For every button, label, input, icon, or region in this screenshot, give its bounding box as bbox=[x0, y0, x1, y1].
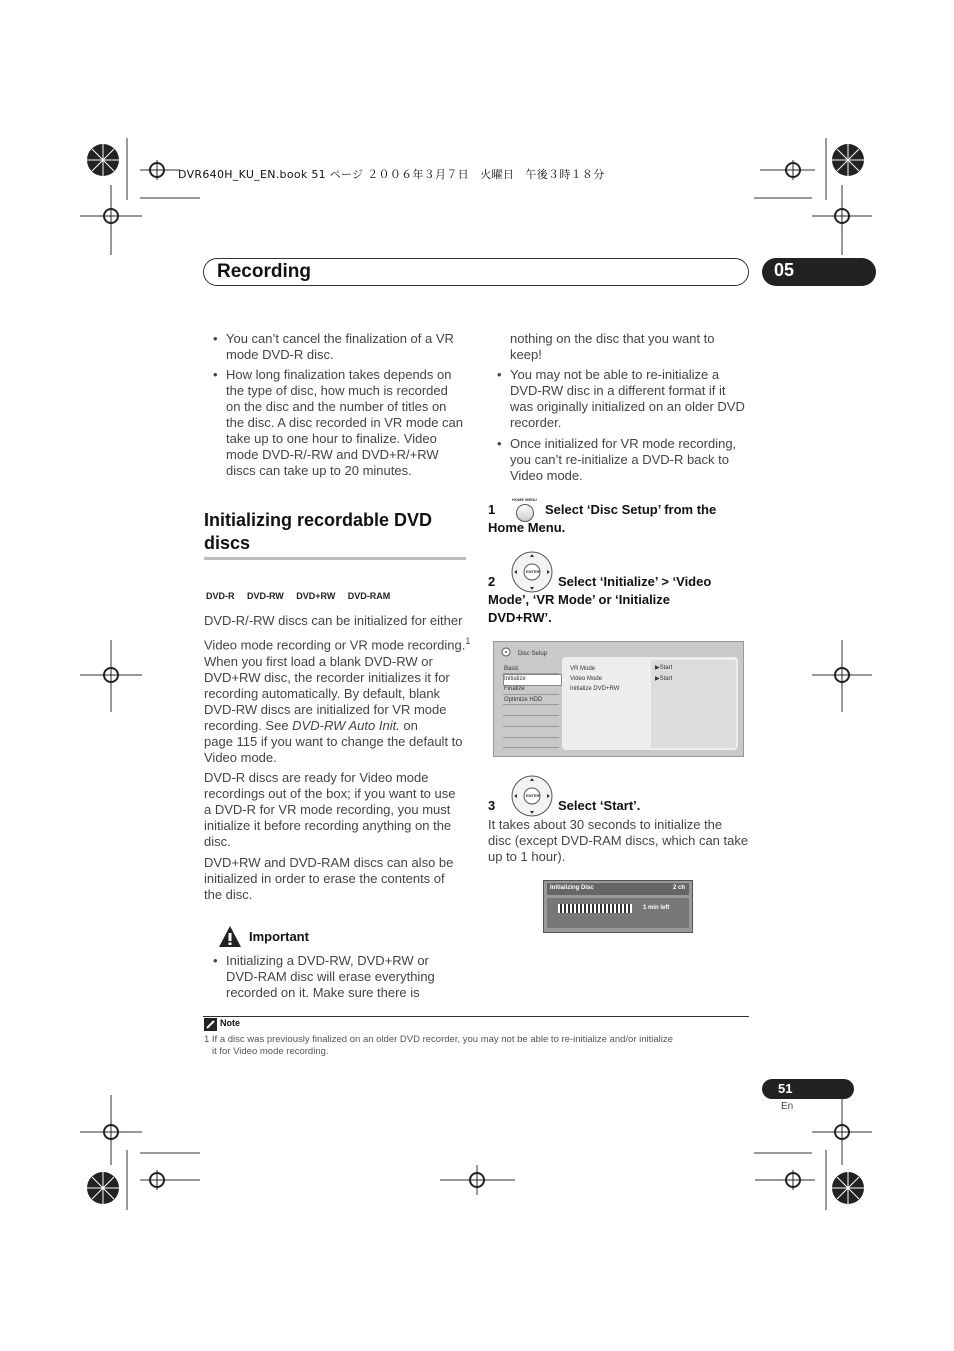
footnote-line: 1 If a disc was previously finalized on an older DVD recorder, you may not be able to re-initialize and/or initialize bbox=[204, 1034, 673, 1045]
text-line: It takes about 30 seconds to initialize the bbox=[488, 817, 723, 832]
osd-divider bbox=[503, 704, 559, 705]
text-line: DVD-R/-RW discs can be initialized for either bbox=[204, 613, 463, 628]
para-dvdrw-ram bbox=[204, 855, 474, 903]
section-header-bar bbox=[203, 258, 749, 286]
osd-option-vr-mode[interactable]: VR Mode bbox=[570, 666, 596, 672]
section-title-line: Initializing recordable DVD bbox=[204, 510, 433, 530]
text-line: recorded on it. Make sure there is bbox=[226, 985, 420, 1000]
text-line: Video mode. bbox=[204, 750, 277, 765]
para-dvd-r bbox=[204, 770, 474, 850]
disc-setup-screen bbox=[493, 641, 744, 757]
right-bullet-2: • Once initialized for VR mode recording, you can’t re-initialize a DVD-R back to Video mode. bbox=[510, 436, 750, 484]
osd-menu-finalize[interactable]: Finalize bbox=[504, 686, 525, 692]
disc-tag: DVD-RW bbox=[246, 591, 284, 601]
step-text: Select ‘Disc Setup’ from the bbox=[545, 502, 717, 517]
osd-option-video-mode[interactable]: Video Mode bbox=[570, 676, 602, 682]
home-menu-label: HOME MENU bbox=[512, 497, 537, 502]
osd-divider bbox=[503, 694, 559, 695]
text-line: recorder. bbox=[510, 415, 562, 430]
progress-channel: 2 ch bbox=[672, 885, 685, 891]
text-line: discs can take up to 20 minutes. bbox=[226, 463, 412, 478]
page-language: En bbox=[781, 1101, 794, 1112]
text-line: take up to one hour to finalize. Video bbox=[226, 431, 437, 446]
step-text: Home Menu. bbox=[488, 520, 566, 535]
footnote-line: it for Video mode recording. bbox=[212, 1046, 329, 1057]
osd-divider bbox=[503, 737, 559, 738]
text-line: Video mode. bbox=[510, 468, 583, 483]
text-line: DVD-RW disc in a different format if it bbox=[510, 383, 726, 398]
step-text: DVD+RW’. bbox=[488, 610, 552, 625]
text-line: Once initialized for VR mode recording, bbox=[510, 436, 737, 451]
page-number: 51 bbox=[778, 1081, 793, 1096]
text-line: initialized in order to erase the contents of bbox=[204, 871, 445, 886]
osd-menu-basic[interactable]: Basic bbox=[504, 666, 519, 672]
step-1 bbox=[488, 501, 753, 537]
text-span: on bbox=[399, 718, 418, 733]
text-span: recording. See bbox=[204, 718, 293, 733]
important-label: Important bbox=[249, 929, 309, 944]
right-bullet-1: • You may not be able to re-initialize a DVD-RW disc in a different format if it was originally initialized on an older DVD recorder. bbox=[510, 367, 750, 431]
osd-menu-initialize[interactable]: Initialize bbox=[504, 676, 526, 682]
disc-tags bbox=[206, 586, 398, 604]
left-bullet-1: • You can’t cancel the finalization of a VR mode DVD-R disc. bbox=[226, 331, 466, 363]
section-header-title: Recording bbox=[217, 261, 311, 282]
chapter-badge bbox=[762, 258, 876, 286]
warning-icon bbox=[218, 925, 242, 949]
text-line: recording automatically. By default, blank bbox=[204, 686, 441, 701]
note-pencil-icon bbox=[204, 1018, 217, 1031]
text-line: you can’t re-initialize a DVD-R back to bbox=[510, 452, 729, 467]
note-divider bbox=[203, 1016, 749, 1017]
enter-label: ENTER bbox=[526, 569, 540, 574]
section-divider bbox=[204, 557, 466, 560]
disc-tag: DVD-RAM bbox=[347, 591, 391, 601]
play-arrow-icon: ▶ bbox=[655, 676, 660, 682]
text-line: How long finalization takes depends on bbox=[226, 367, 452, 382]
osd-action-column bbox=[651, 660, 736, 748]
progress-remaining: 1 min left bbox=[643, 905, 670, 911]
progress-bar bbox=[558, 904, 632, 913]
disc-icon bbox=[501, 647, 511, 657]
osd-divider bbox=[503, 726, 559, 727]
text-line: page 115 if you want to change the default to bbox=[204, 734, 463, 749]
step-number: 3 bbox=[488, 798, 496, 813]
text-line: on the disc and the number of titles on bbox=[226, 399, 447, 414]
text-line: disc. bbox=[204, 834, 231, 849]
step-number: 1 bbox=[488, 502, 496, 517]
play-arrow-icon: ▶ bbox=[655, 665, 660, 671]
step-text: Select ‘Initialize’ > ‘Video bbox=[558, 574, 712, 589]
disc-tag: DVD+RW bbox=[296, 591, 336, 601]
osd-divider bbox=[503, 673, 559, 674]
text-line: the type of disc, how much is recorded bbox=[226, 383, 448, 398]
text-line: a DVD-R for VR mode recording, you must bbox=[204, 802, 451, 817]
text-line: was originally initialized on an older DVD bbox=[510, 399, 745, 414]
print-header: DVR640H_KU_EN.book 51 ページ ２００６年３月７日 火曜日 午後３時１８分 bbox=[178, 168, 605, 181]
text-line: recordings out of the box; if you want to use bbox=[204, 786, 456, 801]
step-number: 2 bbox=[488, 574, 496, 589]
text-line: the disc. A disc recorded in VR mode can bbox=[226, 415, 464, 430]
step-text: Mode’, ‘VR Mode’ or ‘Initialize bbox=[488, 592, 671, 607]
text-line: keep! bbox=[510, 347, 542, 362]
text-line: DVD+RW and DVD-RAM discs can also be bbox=[204, 855, 454, 870]
text-line: DVD-R discs are ready for Video mode bbox=[204, 770, 429, 785]
progress-title-bar bbox=[547, 883, 689, 895]
step-3-description bbox=[488, 817, 753, 865]
osd-start-label: Start bbox=[659, 665, 673, 671]
right-continuation bbox=[510, 331, 750, 363]
chapter-number: 05 bbox=[774, 260, 795, 280]
text-line: up to 1 hour). bbox=[488, 849, 566, 864]
text-line: You may not be able to re-initialize a bbox=[510, 367, 720, 382]
footnote-ref: 1 bbox=[465, 636, 471, 646]
section-title bbox=[204, 509, 466, 555]
osd-start-2[interactable] bbox=[655, 675, 672, 682]
step-text: Select ‘Start’. bbox=[558, 798, 641, 813]
para-auto-init bbox=[204, 654, 474, 766]
footnote bbox=[204, 1034, 752, 1058]
initializing-progress-screen bbox=[543, 880, 693, 933]
note-label: Note bbox=[220, 1018, 240, 1028]
para-intro bbox=[204, 613, 474, 653]
disc-tag: DVD-R bbox=[206, 591, 235, 601]
text-line: DVD+RW disc, the recorder initializes it for bbox=[204, 670, 450, 685]
text-line: mode DVD-R disc. bbox=[226, 347, 334, 362]
text-line: the disc. bbox=[204, 887, 253, 902]
osd-title: Disc Setup bbox=[518, 651, 548, 657]
text-line: Video mode recording or VR mode recording. bbox=[204, 637, 466, 653]
text-line: disc (except DVD-RAM discs, which can take bbox=[488, 833, 749, 848]
text-line: mode DVD-R/-RW and DVD+R/+RW bbox=[226, 447, 439, 462]
cross-reference-link[interactable]: DVD-RW Auto Init. bbox=[292, 718, 400, 733]
text-line: initialize it before recording anything on the bbox=[204, 818, 452, 833]
step-2 bbox=[488, 573, 753, 627]
text-line: DVD-RAM disc will erase everything bbox=[226, 969, 435, 984]
progress-body bbox=[547, 898, 689, 928]
progress-title: Initializing Disc bbox=[550, 885, 594, 891]
step-3 bbox=[488, 797, 753, 815]
text-line: Initializing a DVD-RW, DVD+RW or bbox=[226, 953, 429, 968]
text-line: You can’t cancel the finalization of a VR bbox=[226, 331, 454, 346]
important-bullet: • Initializing a DVD-RW, DVD+RW or DVD-RAM disc will erase everything recorded on it. Make sure there is bbox=[226, 953, 466, 1001]
osd-menu-optimize-hdd[interactable]: Optimize HDD bbox=[504, 697, 543, 703]
osd-option-initialize-dvdrw[interactable]: Initialize DVD+RW bbox=[570, 686, 620, 692]
text-line: DVD-RW discs are initialized for VR mode bbox=[204, 702, 447, 717]
osd-divider bbox=[503, 747, 559, 748]
page-number-badge bbox=[762, 1079, 854, 1099]
section-title-line: discs bbox=[204, 533, 251, 553]
osd-start-1[interactable] bbox=[655, 664, 672, 671]
osd-divider bbox=[503, 715, 559, 716]
enter-label: ENTER bbox=[526, 793, 540, 798]
osd-start-label: Start bbox=[659, 676, 673, 682]
text-line: When you first load a blank DVD-RW or bbox=[204, 654, 433, 669]
text-line: nothing on the disc that you want to bbox=[510, 331, 715, 346]
left-bullet-2: • How long finalization takes depends on the type of disc, how much is recorded on the disc and the number of titles on the disc. A disc recorded in VR mode can take up to one hour to finalize. Video mode DVD-R/-RW and DVD+R/+RW discs can take up to 20 minutes. bbox=[226, 367, 466, 479]
